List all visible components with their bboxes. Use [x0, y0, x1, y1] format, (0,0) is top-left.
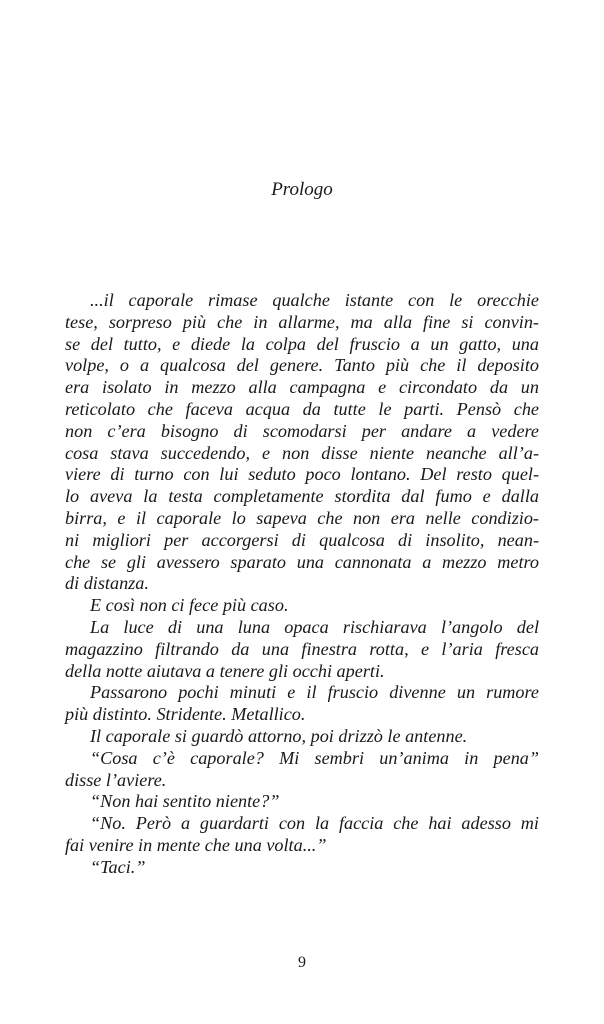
text-line: La luce di una luna opaca rischiarava l’angolo del [90, 616, 539, 637]
text-line: ni migliori per accorgersi di qualcosa di insolito, nean- [65, 529, 539, 550]
text-line: fai venire in mente che una volta...” [65, 834, 327, 855]
text-line: viere di turno con lui seduto poco lontano. Del resto quel- [65, 464, 539, 485]
text-line: cosa stava succedendo, e non disse niente neanche all’a- [65, 442, 539, 463]
text-line: se del tutto, e diede la colpa del fruscio a un gatto, una [65, 333, 539, 354]
page-number: 9 [298, 954, 306, 971]
chapter-title: Prologo [271, 179, 333, 200]
text-line: che se gli avessero sparato una cannonata a mezzo metro [65, 551, 539, 572]
text-line: lo aveva la testa completamente stordita dal fumo e dalla [65, 486, 539, 507]
text-line: “Non hai sentito niente?” [90, 791, 280, 812]
text-line: tese, sorpreso più che in allarme, ma alla fine si convin- [65, 311, 539, 332]
text-line: “Taci.” [90, 856, 146, 877]
text-line: Il caporale si guardò attorno, poi drizzò le antenne. [90, 725, 468, 746]
text-line: disse l’aviere. [65, 769, 167, 790]
text-line: volpe, o a qualcosa del genere. Tanto più che il deposito [65, 355, 539, 376]
text-line: non c’era bisogno di scomodarsi per andare a vedere [65, 420, 539, 441]
text-line: E così non ci fece più caso. [90, 595, 289, 616]
text-line: più distinto. Stridente. Metallico. [65, 704, 306, 725]
text-line: birra, e il caporale lo sapeva che non era nelle condizio- [65, 507, 539, 528]
text-line: “No. Però a guardarti con la faccia che hai adesso mi [90, 813, 539, 834]
text-line: ...il caporale rimase qualche istante con le orecchie [90, 290, 539, 310]
text-line: “Cosa c’è caporale? Mi sembri un’anima in pena” [90, 747, 539, 768]
text-line: di distanza. [65, 573, 149, 594]
text-line: Passarono pochi minuti e il fruscio divenne un rumore [90, 682, 539, 703]
text-line: della notte aiutava a tenere gli occhi aperti. [65, 660, 385, 681]
text-line: magazzino filtrando da una finestra rotta, e l’aria fresca [65, 638, 539, 659]
body-text [65, 290, 539, 879]
text-line: era isolato in mezzo alla campagna e circondato da un [65, 377, 539, 398]
text-line: reticolato che faceva acqua da tutte le parti. Pensò che [65, 398, 539, 419]
